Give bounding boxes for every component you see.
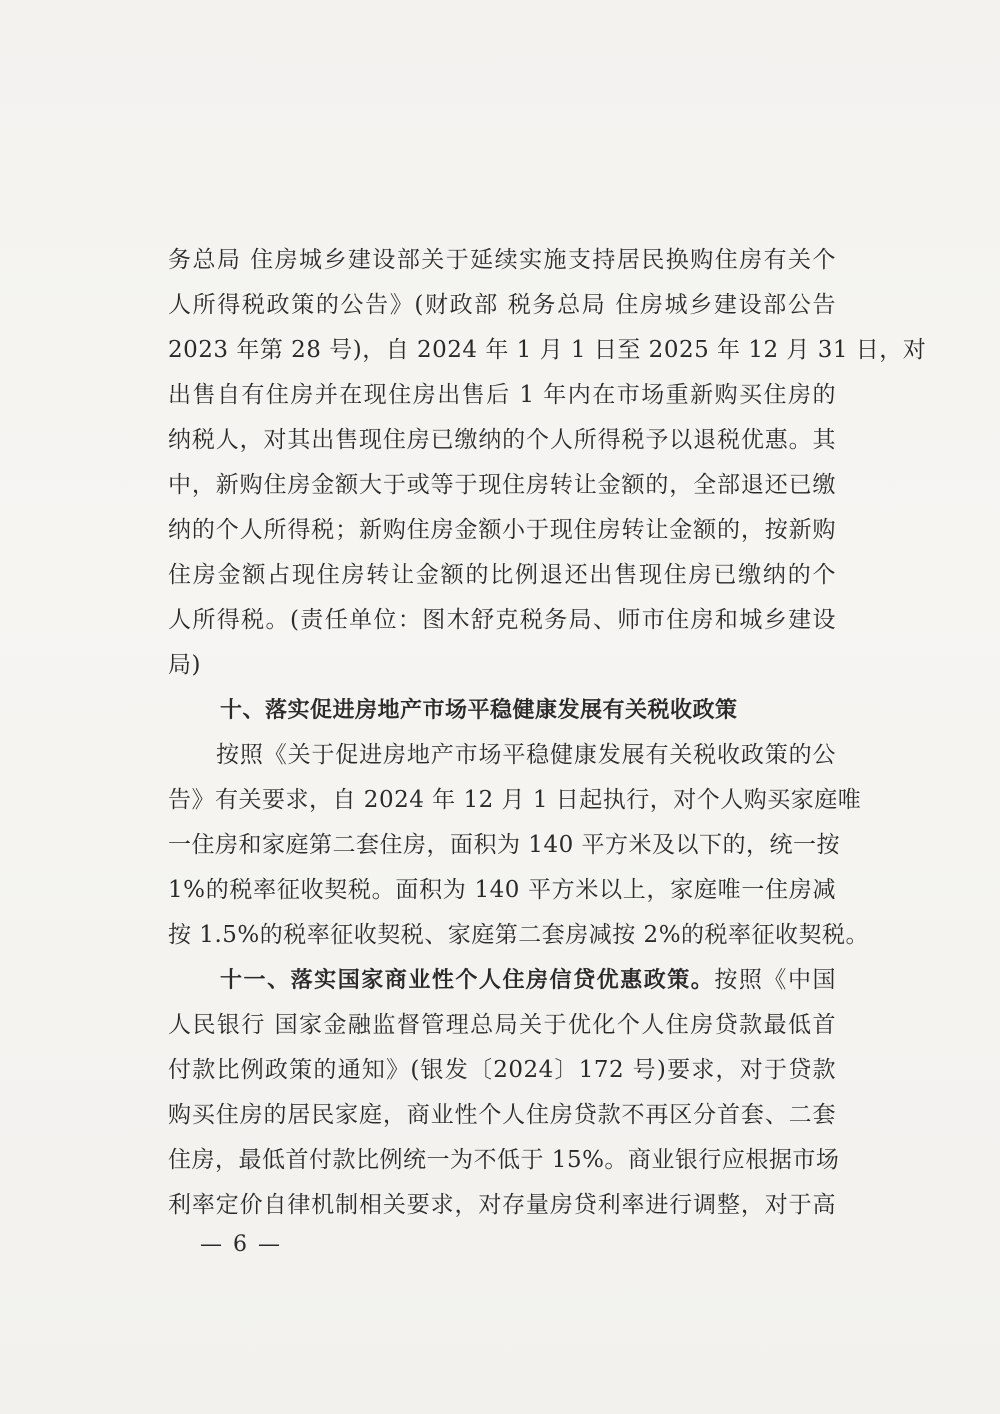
text-line: 住房金额占现住房转让金额的比例退还出售现住房已缴纳的个 xyxy=(168,562,836,588)
text-line: 按 1.5%的税率征收契税、家庭第二套房减按 2%的税率征收契税。 xyxy=(168,922,870,948)
text-line: 告》有关要求，自 2024 年 12 月 1 日起执行，对个人购买家庭唯 xyxy=(168,787,862,813)
body-text xyxy=(168,238,927,1228)
text-line: 购买住房的居民家庭，商业性个人住房贷款不再区分首套、二套 xyxy=(168,1102,836,1128)
text-line: 付款比例政策的通知》(银发〔2024〕172 号)要求，对于贷款 xyxy=(168,1057,836,1083)
text-line: 2023 年第 28 号)，自 2024 年 1 月 1 日至 2025 年 12 月 31 日，对 xyxy=(168,337,927,363)
text-line: 纳税人，对其出售现住房已缴纳的个人所得税予以退税优惠。其 xyxy=(168,427,836,453)
section-10-heading: 十、落实促进房地产市场平稳健康发展有关税收政策 xyxy=(220,698,738,723)
text-line: 务总局 住房城乡建设部关于延续实施支持居民换购住房有关个 xyxy=(168,247,836,273)
text-line: 出售自有住房并在现住房出售后 1 年内在市场重新购买住房的 xyxy=(168,382,836,408)
text-line: 一住房和家庭第二套住房，面积为 140 平方米及以下的，统一按 xyxy=(168,832,841,858)
text-line: 人民银行 国家金融监督管理总局关于优化个人住房贷款最低首 xyxy=(168,1012,836,1038)
section-11-first-line xyxy=(168,958,836,1003)
section-11-heading: 十一、落实国家商业性个人住房信贷优惠政策。 xyxy=(220,968,715,993)
text-line: 人所得税。(责任单位：图木舒克税务局、师市住房和城乡建设 xyxy=(168,607,836,633)
text-line: 利率定价自律机制相关要求，对存量房贷利率进行调整，对于高 xyxy=(168,1192,836,1218)
section-11-heading-rest: 按照《中国 xyxy=(714,967,837,993)
text-line: 局) xyxy=(168,652,201,678)
text-line: 1%的税率征收契税。面积为 140 平方米以上，家庭唯一住房减 xyxy=(168,877,836,903)
text-line: 纳的个人所得税；新购住房金额小于现住房转让金额的，按新购 xyxy=(168,517,836,543)
text-line: 中，新购住房金额大于或等于现住房转让金额的，全部退还已缴 xyxy=(168,472,836,498)
text-line: 按照《关于促进房地产市场平稳健康发展有关税收政策的公 xyxy=(216,742,836,768)
text-line: 住房，最低首付款比例统一为不低于 15%。商业银行应根据市场 xyxy=(168,1147,840,1173)
page-number: — 6 — xyxy=(200,1232,282,1257)
text-line: 人所得税政策的公告》(财政部 税务总局 住房城乡建设部公告 xyxy=(168,292,836,318)
